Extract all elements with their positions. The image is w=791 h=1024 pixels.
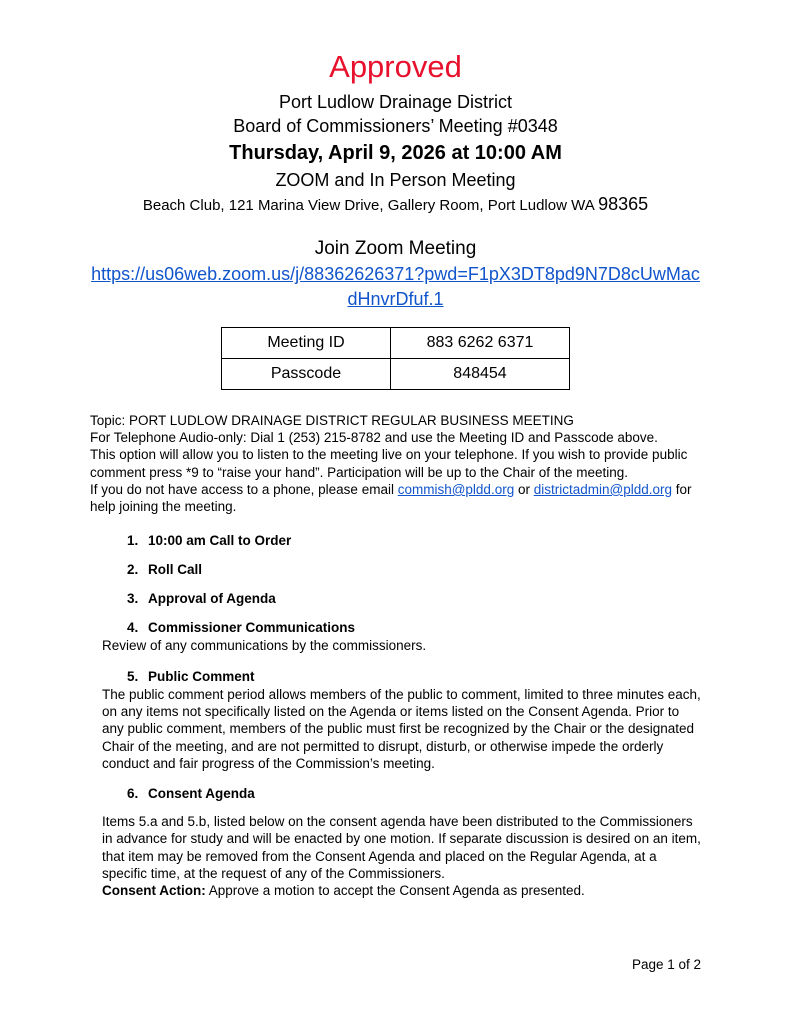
location-text: Beach Club, 121 Marina View Drive, Gallery Room, Port Ludlow WA (142, 196, 599, 214)
agenda-item-note (102, 686, 701, 772)
phone-detail: This option will allow you to listen to the meeting live on your telephone. If you wish to provide public comment press *9 to “raise your hand”. Participation will be up to the Chair of the meeting. (90, 447, 688, 480)
topic-line: Topic: PORT LUDLOW DRAINAGE DISTRICT REGULAR BUSINESS MEETING (90, 412, 574, 428)
passcode-value: 848454 (391, 358, 570, 389)
email-intro-text: If you do not have access to a phone, please email (90, 481, 398, 497)
agenda-item-5 (102, 668, 701, 772)
agenda-item-note (102, 813, 701, 899)
consent-action-text: Approve a motion to accept the Consent Agenda as presented. (205, 883, 585, 899)
instructions-block (90, 412, 701, 516)
meeting-credentials-table (221, 327, 570, 390)
agenda-item-4 (102, 620, 701, 654)
zoom-meeting-link[interactable]: https://us06web.zoom.us/j/88362626371?pwd=F1pX3DT8pd9N7D8cUwMacdHnvrDfuf.1 (91, 264, 700, 309)
meeting-datetime: Thursday, April 9, 2026 at 10:00 AM (229, 141, 562, 164)
agenda-item-title: 10:00 am Call to Order (148, 533, 292, 549)
agenda-item-note (102, 637, 701, 654)
agenda-item-3 (142, 591, 701, 606)
agenda-item-6 (102, 786, 701, 899)
passcode-label: Passcode (222, 358, 391, 389)
agenda-item-title: Consent Agenda (148, 786, 255, 802)
meeting-id-value: 883 6262 6371 (391, 327, 570, 358)
email-outro-text: for help joining the meeting. (90, 481, 692, 515)
agenda-item-2 (142, 562, 701, 577)
join-zoom-heading: Join Zoom Meeting (314, 238, 477, 260)
email-help-line (90, 481, 701, 516)
agenda-item-title: Public Comment (148, 668, 255, 684)
commish-email-link[interactable]: commish@pldd.org (397, 481, 515, 497)
agenda-item-1 (142, 533, 701, 548)
consent-action-line (102, 882, 701, 899)
districtadmin-email-link[interactable]: districtadmin@pldd.org (533, 481, 672, 497)
meeting-name: Board of Commissioners’ Meeting #0348 (233, 116, 558, 137)
consent-action-label: Consent Action: (102, 883, 206, 899)
phone-line: For Telephone Audio-only: Dial 1 (253) 215-8782 and use the Meeting ID and Passcode above. (90, 430, 658, 446)
agenda-item-title: Approval of Agenda (148, 591, 276, 607)
location-zip: 98365 (598, 193, 649, 214)
email-or-text: or (514, 481, 534, 497)
table-row (222, 358, 570, 389)
agenda-item-note-text: The public comment period allows members of the public to comment, limited to three minutes each, on any items not specifically listed on the Agenda or items listed on the Consent Agenda. Prior to any public comment, members of the public must first be recognized by the Chair or the designated Chair of the meeting, and are not permitted to disrupt, disturb, or otherwise impede the orderly conduct and fair progress of the Commission’s meeting. (102, 686, 701, 771)
agenda-item-note-text: Review of any communications by the commissioners. (102, 638, 427, 654)
meeting-format: ZOOM and In Person Meeting (275, 169, 516, 190)
table-row (222, 327, 570, 358)
agenda-item-note-text: Items 5.a and 5.b, listed below on the consent agenda have been distributed to the Commissioners in advance for study and will be enacted by one motion. If separate discussion is desired on an item, that item may be removed from the Consent Agenda and placed on the Regular Agenda, at a specific time, at the request of any of the Commissioners. (102, 814, 701, 881)
page-footer: Page 1 of 2 (631, 957, 701, 972)
approved-stamp: Approved (329, 49, 462, 84)
agenda-list (90, 533, 701, 899)
agenda-item-title: Commissioner Communications (148, 620, 356, 636)
meeting-location (90, 192, 701, 216)
meeting-id-label: Meeting ID (222, 327, 391, 358)
agenda-item-title: Roll Call (148, 562, 203, 578)
organization-name: Port Ludlow Drainage District (278, 92, 513, 113)
